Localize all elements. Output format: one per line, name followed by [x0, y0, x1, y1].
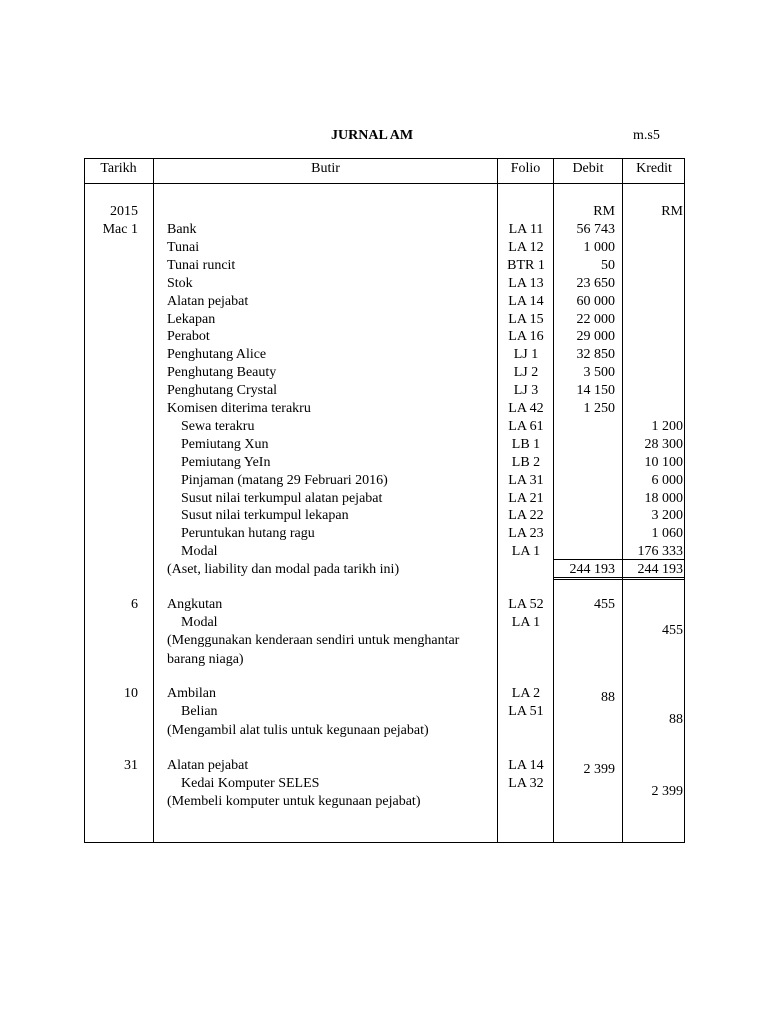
entry-account: Lekapan	[167, 311, 216, 327]
entry-kredit: 6 000	[651, 472, 683, 488]
entry-account: Perabot	[167, 329, 210, 345]
entry-account: Penghutang Alice	[167, 347, 267, 363]
header-kredit: Kredit	[636, 161, 672, 176]
entry-narration: (Membeli komputer untuk kegunaan pejabat)	[167, 794, 421, 809]
entry-debit: 23 650	[576, 275, 615, 291]
entry-account: Susut nilai terkumpul alatan pejabat	[181, 490, 383, 506]
entry-folio: LA 22	[508, 508, 544, 524]
entry-account: Penghutang Crystal	[167, 383, 278, 399]
header-folio: Folio	[510, 161, 541, 176]
total-double-rule	[623, 577, 685, 578]
entry-folio: LA 14	[508, 758, 544, 773]
entry-account: Modal	[181, 544, 218, 560]
entry-folio: LJ 2	[513, 365, 539, 381]
entry-folio: LA 32	[508, 775, 544, 791]
entry-debit: 1 250	[583, 401, 615, 416]
entry-folio: LA 1	[511, 614, 541, 630]
entry-debit: 88	[601, 690, 615, 705]
entry-folio: LA 13	[508, 275, 544, 291]
entry-debit: 1 000	[583, 239, 615, 255]
entry-folio: LA 31	[508, 472, 544, 488]
entry-kredit: 2 399	[651, 783, 683, 799]
entry-debit: 56 743	[576, 222, 615, 237]
entry-date: 10	[124, 686, 138, 701]
total-rule	[623, 559, 685, 560]
header-butir: Butir	[311, 161, 340, 176]
entry-kredit: 1 200	[651, 418, 683, 434]
entry-debit: 244 193	[569, 562, 615, 578]
entry-kredit: 1 060	[651, 526, 683, 542]
entry-folio: LA 15	[508, 311, 544, 327]
entry-account: Kedai Komputer SELES	[181, 775, 320, 791]
entry-account: Alatan pejabat	[167, 758, 249, 773]
entry-folio: LA 11	[508, 222, 544, 237]
entry-account: Susut nilai terkumpul lekapan	[181, 508, 349, 524]
entry-account: Stok	[167, 275, 193, 291]
entry-folio: LB 2	[511, 454, 541, 470]
entry-account: Bank	[167, 222, 197, 237]
entry-folio: LJ 3	[513, 383, 539, 399]
entry-account: Angkutan	[167, 597, 223, 612]
entry-kredit: 28 300	[644, 436, 683, 452]
entry-debit: 3 500	[583, 365, 615, 381]
entry-account: Pemiutang YeIn	[181, 454, 271, 470]
column-divider	[497, 158, 498, 843]
entry-narration: barang niaga)	[167, 652, 244, 667]
entry-folio: LA 61	[508, 418, 544, 434]
entry-debit: 32 850	[576, 347, 615, 363]
entry-account: Komisen diterima terakru	[167, 401, 311, 416]
entry-debit: 60 000	[576, 293, 615, 309]
page-reference: m.s5	[633, 128, 660, 143]
entry-debit: 29 000	[576, 329, 615, 345]
entry-account: Tunai runcit	[167, 257, 236, 273]
entry-folio: LA 52	[508, 597, 544, 612]
entry-folio: LB 1	[511, 436, 541, 452]
entry-folio: LA 14	[508, 293, 544, 309]
entry-account: (Aset, liability dan modal pada tarikh ini)	[167, 562, 400, 578]
entry-kredit: 244 193	[637, 562, 683, 578]
total-rule	[554, 559, 622, 560]
entry-debit: 50	[601, 257, 615, 273]
entry-account: Ambilan	[167, 686, 216, 701]
entry-account: Pemiutang Xun	[181, 436, 269, 452]
entry-kredit: 3 200	[651, 508, 683, 524]
entry-folio: BTR 1	[507, 257, 545, 273]
entry-folio: LJ 1	[513, 347, 539, 363]
entry-folio: LA 12	[508, 239, 544, 255]
entry-kredit: 455	[662, 622, 683, 638]
entry-kredit: 18 000	[644, 490, 683, 506]
entry-debit: 14 150	[576, 383, 615, 399]
entry-account: Sewa terakru	[181, 418, 255, 434]
entry-date: Mac 1	[102, 222, 138, 237]
entry-narration: (Menggunakan kenderaan sendiri untuk menghantar	[167, 633, 460, 648]
total-double-rule	[554, 579, 622, 580]
entry-folio: LA 42	[508, 401, 544, 416]
header-debit: Debit	[572, 161, 604, 176]
column-divider	[553, 158, 554, 843]
entry-folio: LA 16	[508, 329, 544, 345]
total-double-rule	[623, 579, 685, 580]
journal-title: JURNAL AM	[331, 128, 414, 143]
year-label: 2015	[110, 204, 138, 219]
total-double-rule	[554, 577, 622, 578]
debit-currency: RM	[593, 204, 615, 219]
entry-kredit: 10 100	[644, 454, 683, 470]
kredit-currency: RM	[661, 204, 683, 219]
header-divider	[84, 183, 685, 184]
entry-folio: LA 2	[511, 686, 541, 701]
entry-account: Tunai	[167, 239, 200, 255]
entry-account: Penghutang Beauty	[167, 365, 277, 381]
column-divider	[153, 158, 154, 843]
entry-folio: LA 51	[508, 703, 544, 719]
entry-narration: (Mengambil alat tulis untuk kegunaan pejabat)	[167, 723, 429, 738]
entry-folio: LA 23	[508, 526, 544, 542]
entry-folio: LA 21	[508, 490, 544, 506]
column-divider	[622, 158, 623, 843]
entry-account: Alatan pejabat	[167, 293, 249, 309]
entry-date: 6	[131, 597, 138, 612]
entry-account: Modal	[181, 614, 218, 630]
entry-kredit: 88	[669, 711, 683, 727]
entry-debit: 22 000	[576, 311, 615, 327]
entry-kredit: 176 333	[637, 544, 683, 560]
entry-date: 31	[124, 758, 138, 773]
entry-account: Pinjaman (matang 29 Februari 2016)	[181, 472, 388, 488]
entry-debit: 2 399	[583, 762, 615, 777]
entry-debit: 455	[594, 597, 615, 612]
entry-account: Peruntukan hutang ragu	[181, 526, 315, 542]
header-tarikh: Tarikh	[100, 161, 137, 176]
entry-folio: LA 1	[511, 544, 541, 560]
entry-account: Belian	[181, 703, 218, 719]
